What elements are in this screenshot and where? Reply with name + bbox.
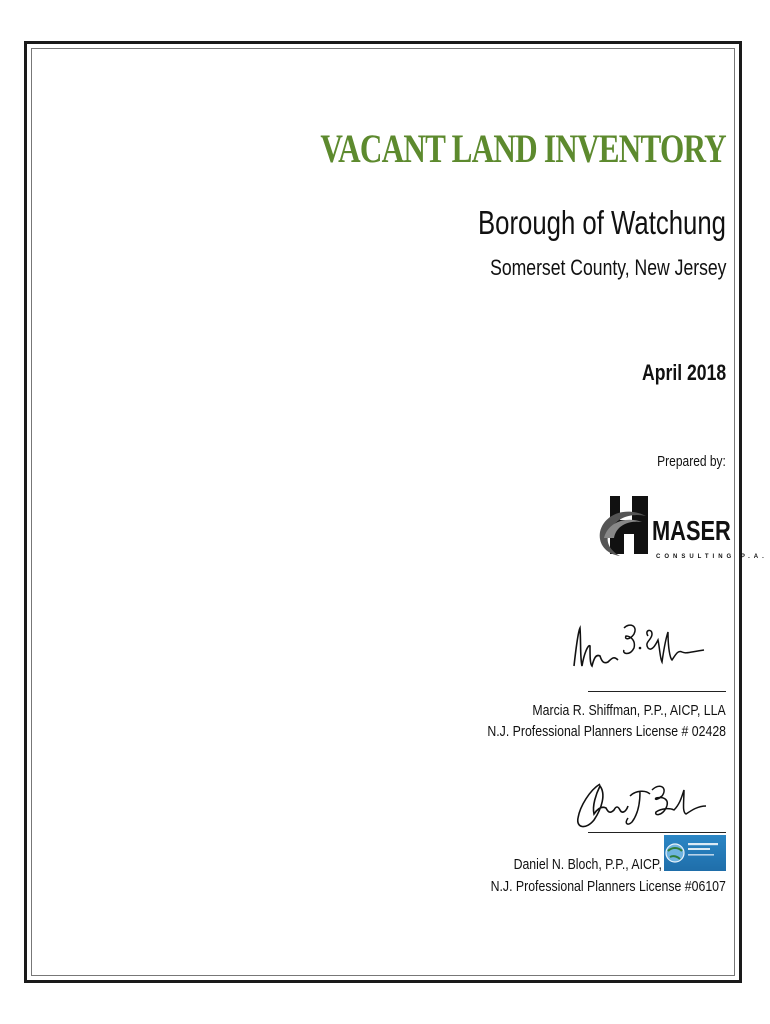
signature-1-icon xyxy=(568,618,708,682)
signature-1-line xyxy=(588,691,726,692)
signatory-1-license: N.J. Professional Planners License # 02428 xyxy=(487,723,726,740)
maser-logo-mark-icon xyxy=(600,496,648,556)
signatory-1-name: Marcia R. Shiffman, P.P., AICP, LLA xyxy=(532,702,726,719)
signature-2-icon xyxy=(570,776,710,832)
logo-tagline: CONSULTING P.A. xyxy=(656,554,768,560)
logo-wordmark: MASER xyxy=(652,515,731,547)
signatory-2-license: N.J. Professional Planners License #06107 xyxy=(490,878,726,895)
document-date: April 2018 xyxy=(641,360,726,385)
prepared-by-label: Prepared by: xyxy=(657,453,726,470)
document-title: VACANT LAND INVENTORY xyxy=(320,126,726,171)
signature-2-line xyxy=(588,832,726,833)
signatory-2-name: Daniel N. Bloch, P.P., AICP, xyxy=(513,856,662,873)
seal-globe-icon xyxy=(664,835,726,871)
county-label: Somerset County, New Jersey xyxy=(489,255,726,280)
planner-seal xyxy=(664,835,726,871)
document-subtitle: Borough of Watchung xyxy=(477,204,726,241)
maser-logo xyxy=(598,492,768,562)
